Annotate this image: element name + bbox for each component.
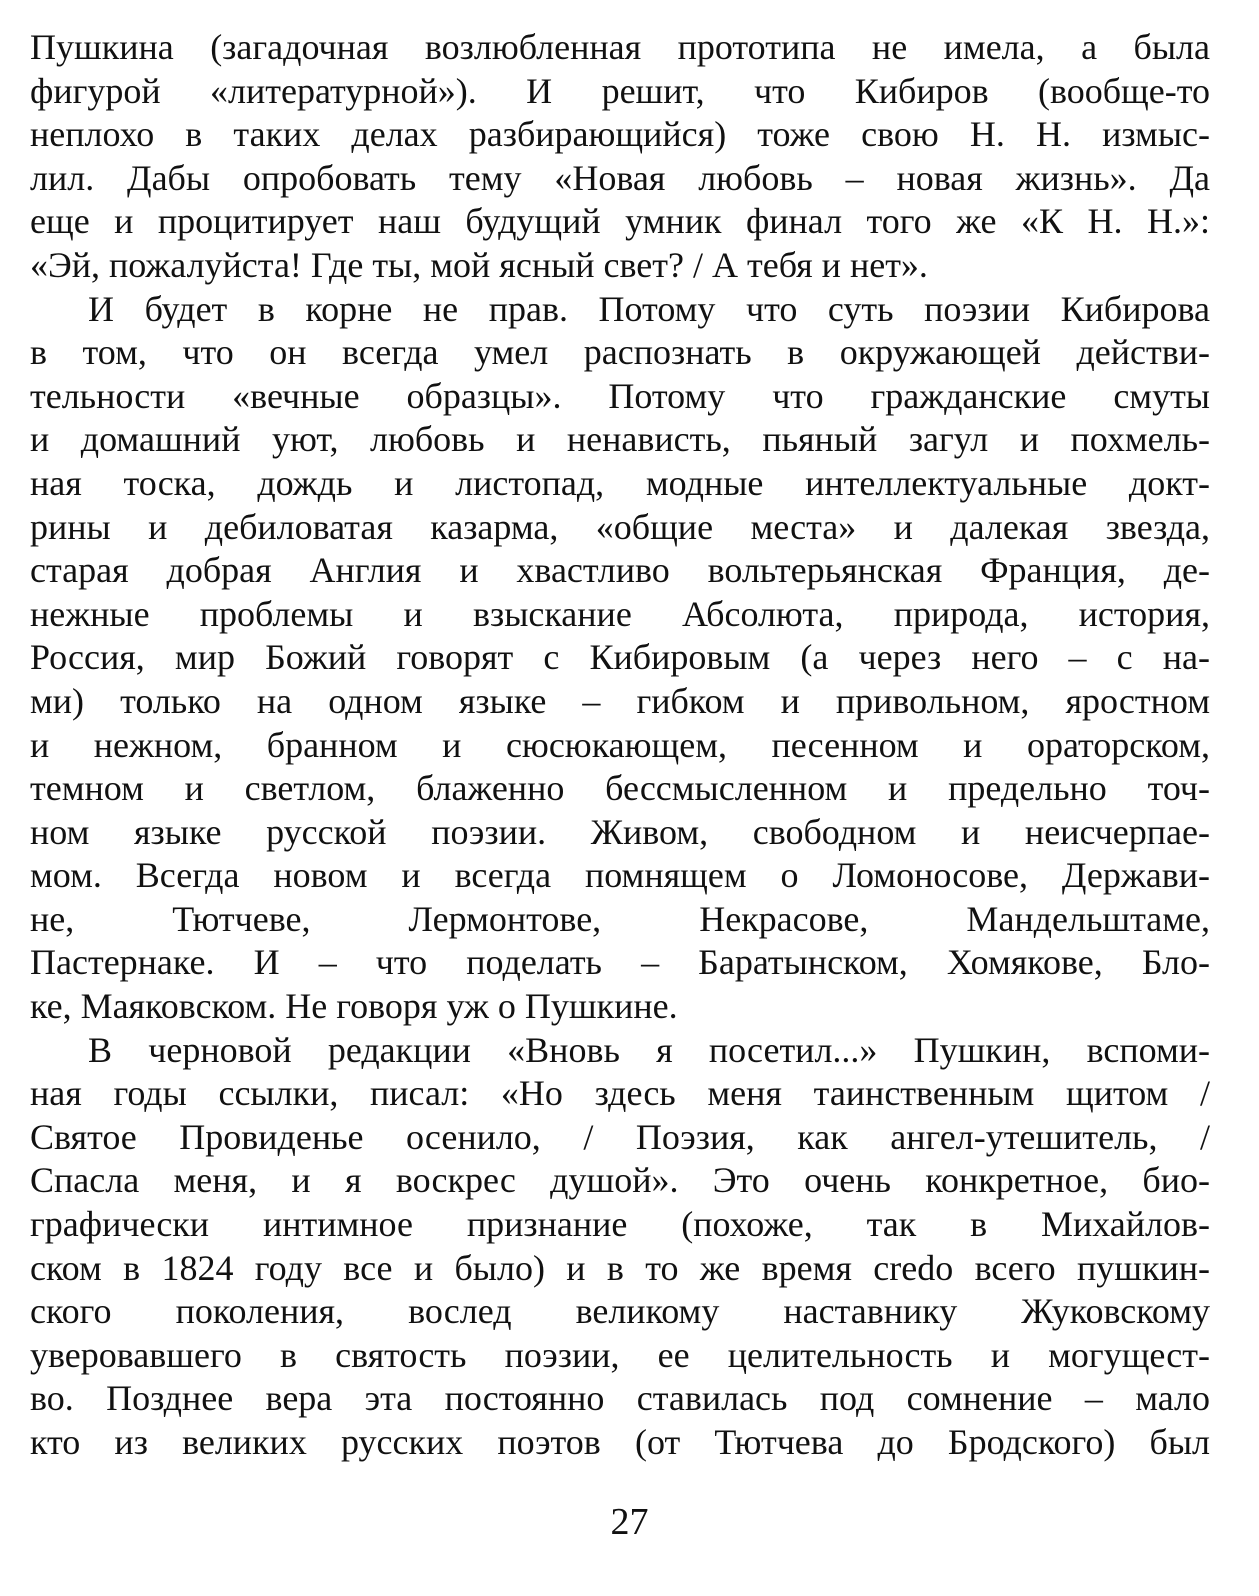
text-line: и домашний уют, любовь и ненависть, пьяный загул и похмель- [30,419,1210,460]
text-line: старая добрая Англия и хвастливо вольтерьянская Франция, де- [30,550,1210,591]
text-line: ная годы ссылки, писал: «Но здесь меня таинственным щитом / [30,1073,1210,1114]
text-line: ми) только на одном языке – гибком и привольном, яростном [30,680,1210,721]
text-line: неплохо в таких делах разбирающийся) тоже свою Н. Н. измыс- [30,114,1210,155]
text-line: Пушкина (загадочная возлюбленная прототипа не имела, а была [30,27,1210,67]
text-line: фигурой «литературной»). И решит, что Кибиров (вообще-то [30,70,1210,111]
text-line: ке, Маяковском. Не говоря уж о Пушкине. [30,986,678,1027]
paragraph-first-line: В черновой редакции «Вновь я посетил...» Пушкин, вспоми- [88,1029,1210,1070]
body-text [30,26,1210,1465]
text-line: Спасла меня, и я воскрес душой». Это очень конкретное, био- [30,1160,1210,1201]
text-line: и нежном, бранном и сюсюкающем, песенном и ораторском, [30,724,1210,765]
text-line: ная тоска, дождь и листопад, модные интеллектуальные докт- [30,462,1210,503]
text-line: нежные проблемы и взыскание Абсолюта, природа, история, [30,593,1210,634]
text-line: Пастернаке. И – что поделать – Баратынском, Хомякове, Бло- [30,942,1210,983]
text-line: темном и светлом, блаженно бессмысленном и предельно точ- [30,768,1210,809]
text-line: во. Позднее вера эта постоянно ставилась под сомнение – мало [30,1378,1210,1419]
text-line: рины и дебиловатая казарма, «общие места» и далекая звезда, [30,506,1210,547]
text-line: ном языке русской поэзии. Живом, свободном и неисчерпае- [30,811,1210,852]
text-line: кто из великих русских поэтов (от Тютчева до Бродского) был [30,1422,1210,1462]
text-line: уверовавшего в святость поэзии, ее целительность и могущест- [30,1334,1210,1375]
text-line: ского поколения, вослед великому наставнику Жуковскому [30,1291,1210,1332]
paragraph-first-line: И будет в корне не прав. Потому что суть поэзии Кибирова [88,288,1210,329]
text-line: графически интимное признание (похоже, так в Михайлов- [30,1204,1210,1245]
page-number: 27 [610,1501,649,1543]
text-line: еще и процитирует наш будущий умник финал того же «К Н. Н.»: [30,201,1210,242]
text-line: в том, что он всегда умел распознать в окружающей действи- [30,332,1210,373]
text-line: мом. Всегда новом и всегда помнящем о Ломоносове, Держави- [30,855,1210,896]
text-line: тельности «вечные образцы». Потому что гражданские смуты [30,375,1210,416]
text-line: ском в 1824 году все и было) и в то же время credo всего пушкин- [30,1247,1210,1288]
text-line: лил. Дабы опробовать тему «Новая любовь – новая жизнь». Да [30,157,1210,198]
text-line: «Эй, пожалуйста! Где ты, мой ясный свет? / А тебя и нет». [30,244,928,285]
text-line: Святое Провиденье осенило, / Поэзия, как ангел-утешитель, / [30,1116,1210,1157]
text-line: не, Тютчеве, Лермонтове, Некрасове, Мандельштаме, [30,898,1210,939]
text-line: Россия, мир Божий говорят с Кибировым (а через него – с на- [30,637,1210,678]
